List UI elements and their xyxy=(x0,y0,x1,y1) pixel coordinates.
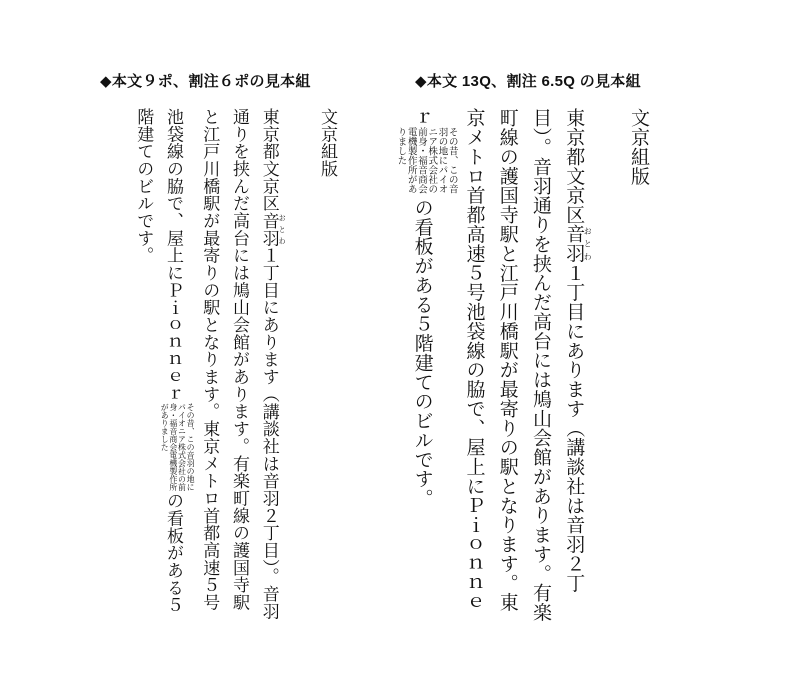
warichu-annotation-13q: その昔、この音羽の地にパイオニア株式会社の前身・福音商会電機製作所がありました xyxy=(395,127,457,194)
sample-title-13q: 文京組版 xyxy=(628,108,649,186)
warichu-annotation-9po: その昔、この音羽の地にパイオニア株式会社の前身・福音商会電機製作所がありました xyxy=(160,402,196,491)
sample-body-13q: 東京都文京区音羽 おとわ１丁目にあります（講談社は音羽２丁目）。音羽通りを挟んだ高台には鳩山会館があります。有楽町線の護国寺駅と江戸川橋駅が最寄りの駅となります。東京メトロ首都高速５号池袋線の脇で、屋上にＰｉｏｎｎｅｒその昔、この音羽の地にパイオニア株式会社の前身・福音商会電機製作所がありましたの看板がある５階建てのビルです。 xyxy=(395,108,593,622)
sample-title-9po: 文京組版 xyxy=(318,108,337,178)
ruby-otowa-9po: 音羽 おとわ xyxy=(259,212,287,247)
sample-heading-9po: ◆本文９ポ、割注６ポの見本組 xyxy=(100,73,311,90)
vertical-text-block-13q xyxy=(395,108,655,628)
ruby-otowa-13q: 音羽 おとわ xyxy=(563,224,593,264)
sample-body-9po: 東京都文京区音羽 おとわ１丁目にあります（講談社は音羽２丁目）。音羽通りを挟んだ高台には鳩山会館があります。有楽町線の護国寺駅と江戸川橋駅が最寄りの駅となります。東京メトロ首都高速５号池袋線の脇で、屋上にＰｉｏｎｎｅｒその昔、この音羽の地にパイオニア株式会社の前身・福音商会電機製作所がありましたの看板がある５階建てのビルです。 xyxy=(134,108,287,620)
sample-heading-13q: ◆本文 13Q、割注 6.5Q の見本組 xyxy=(415,73,641,90)
vertical-text-block-9po xyxy=(128,108,342,628)
